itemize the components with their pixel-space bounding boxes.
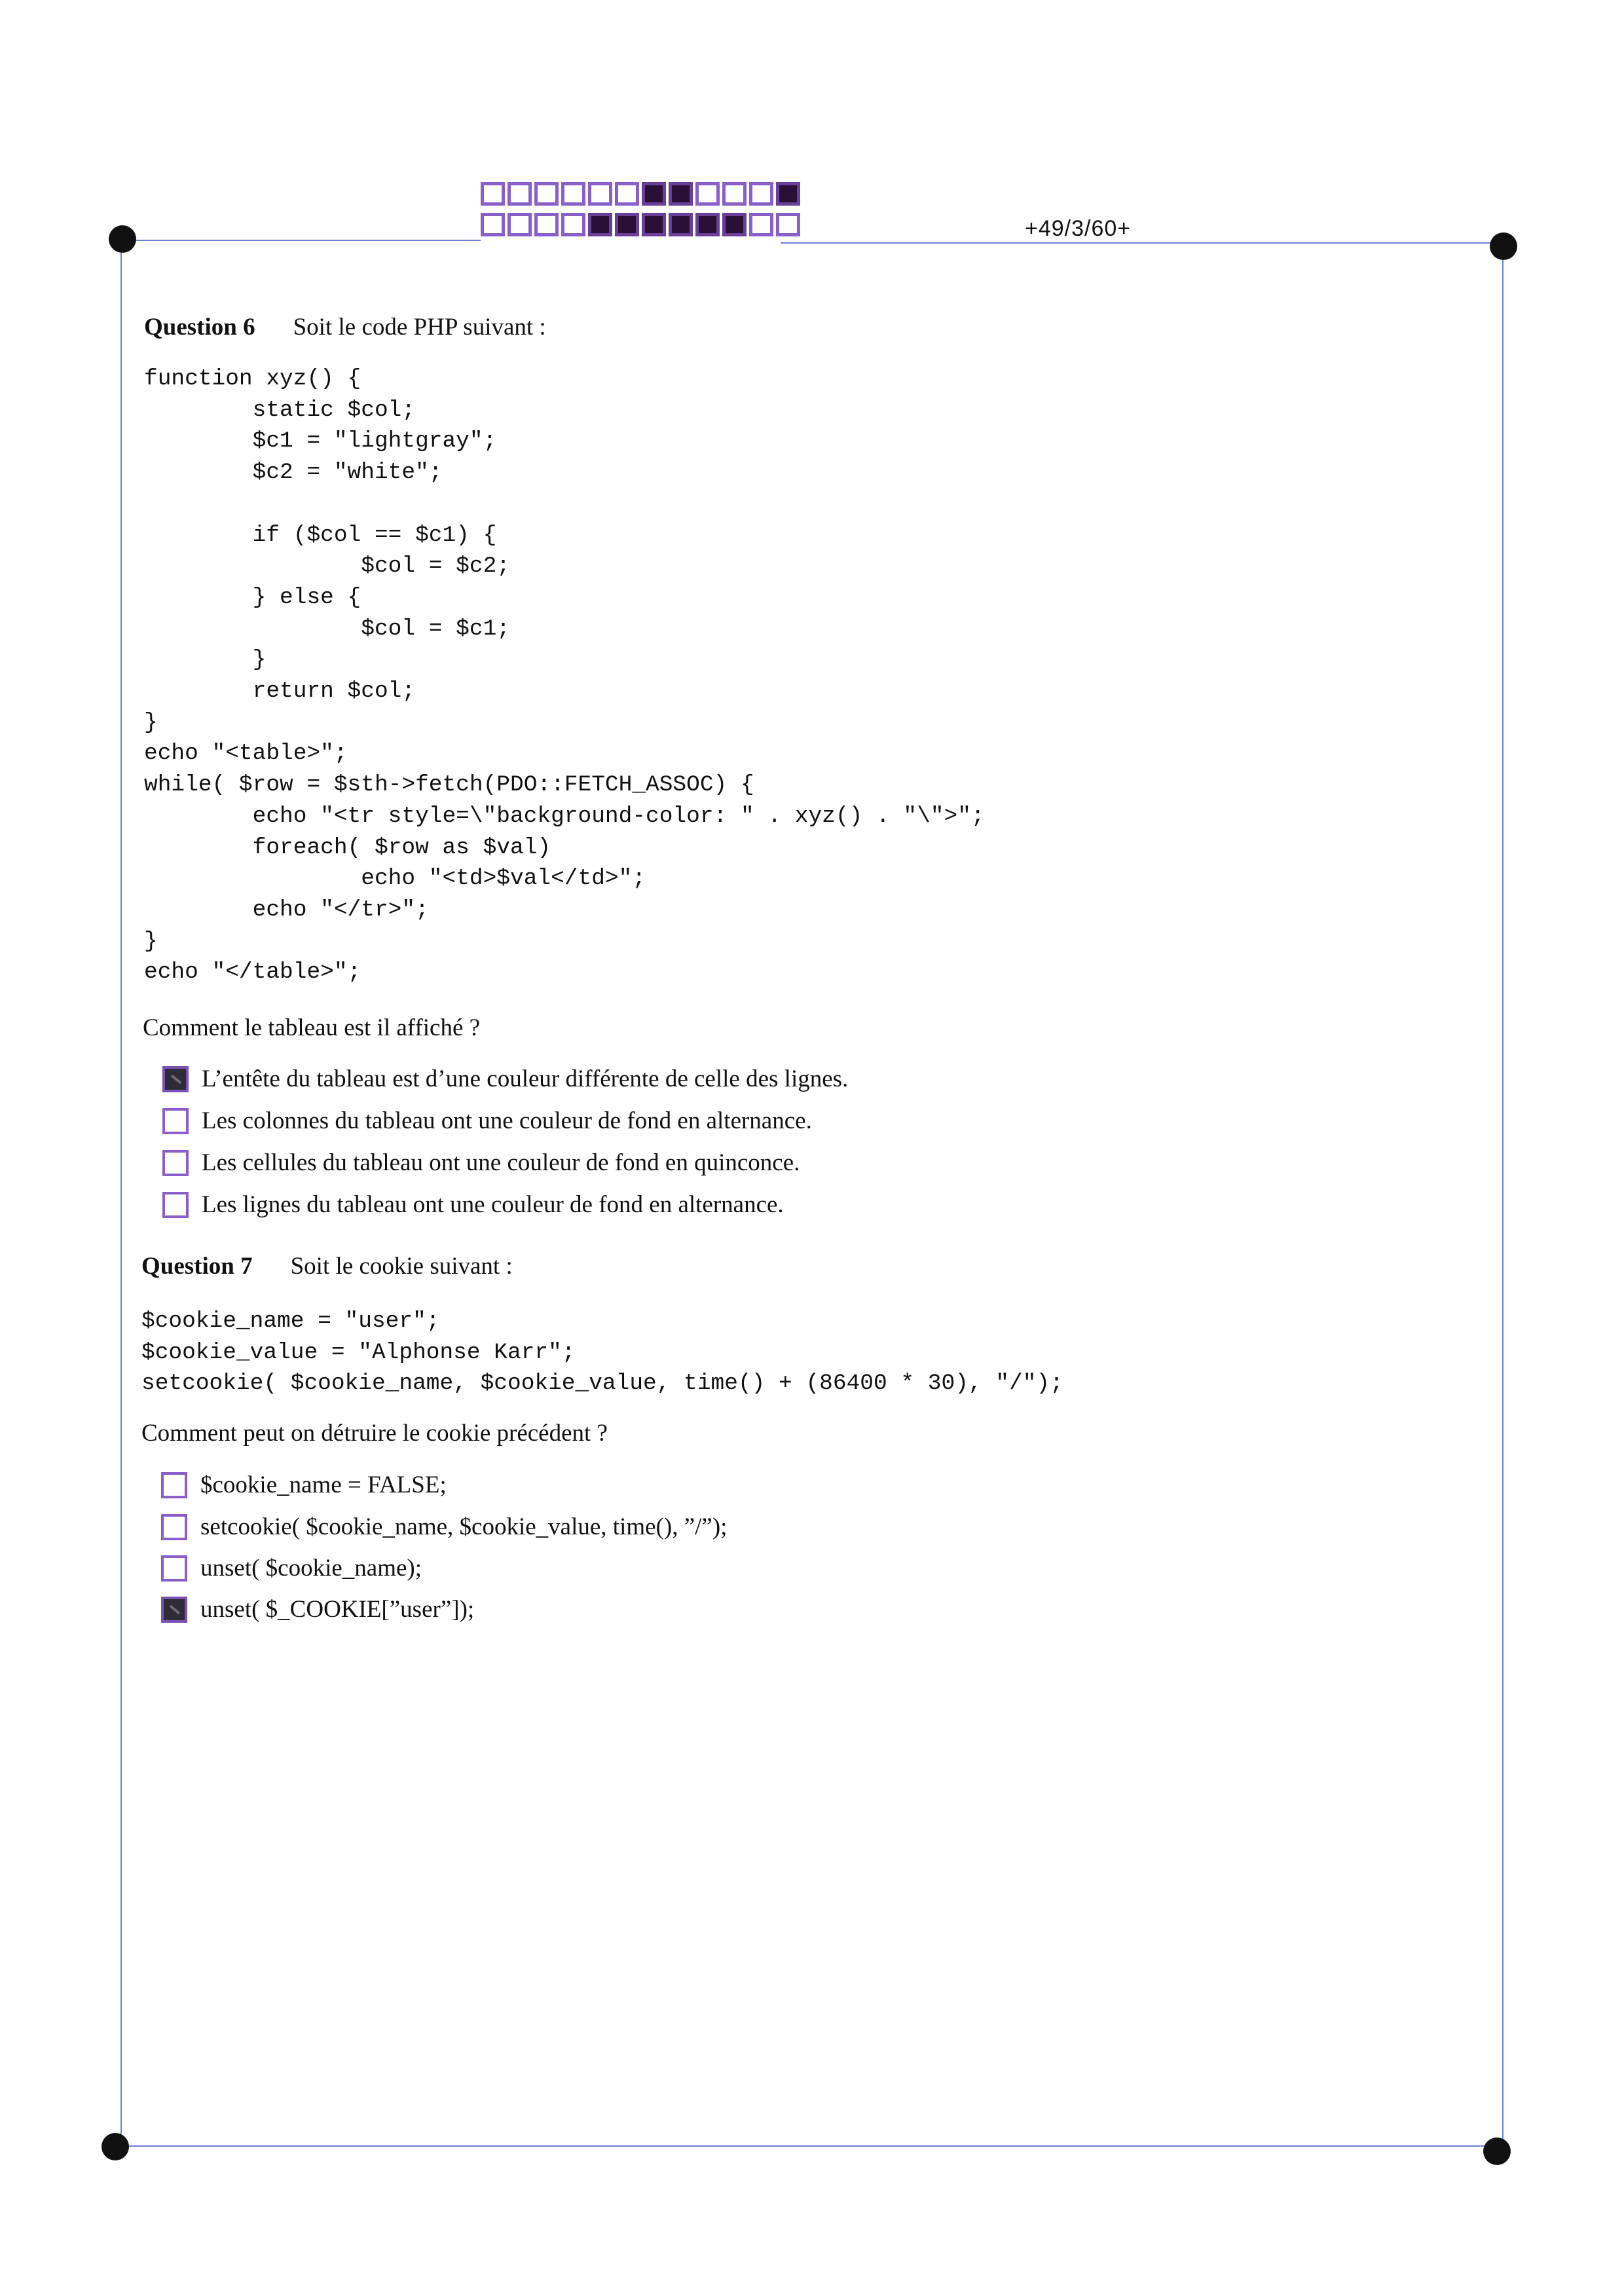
answer-label: Les colonnes du tableau ont une couleur de fond en alternance. — [202, 1107, 812, 1134]
page-identifier: +49/3/60+ — [1025, 216, 1132, 241]
barcode-cell — [749, 213, 773, 236]
barcode-cell — [507, 182, 532, 206]
barcode-cell — [749, 182, 773, 206]
question-6-answer-4[interactable] — [162, 1191, 784, 1219]
barcode-cell — [722, 213, 747, 236]
corner-marker-bottom-left — [101, 2133, 129, 2160]
barcode-row-1 — [481, 182, 800, 206]
answer-label: unset( $_COOKIE[”user”]); — [200, 1596, 475, 1623]
question-6-prompt: Comment le tableau est il affiché ? — [143, 1014, 481, 1041]
barcode-cell — [669, 213, 693, 236]
question-7-heading — [141, 1252, 513, 1280]
question-6-answer-2[interactable] — [162, 1107, 812, 1135]
corner-marker-bottom-right — [1483, 2138, 1511, 2165]
answer-label: $cookie_name = FALSE; — [200, 1472, 447, 1498]
question-7-prompt: Comment peut on détruire le cookie précédent ? — [141, 1420, 608, 1447]
answer-checkbox[interactable] — [161, 1597, 187, 1623]
barcode-cell — [507, 213, 532, 236]
barcode-cell — [588, 213, 612, 236]
corner-marker-top-left — [109, 225, 136, 253]
question-6-number: Question 6 — [144, 314, 255, 341]
frame-right-line — [1502, 246, 1504, 2147]
barcode-cell — [588, 182, 612, 206]
frame-top-line-left — [123, 240, 481, 241]
answer-checkbox[interactable] — [162, 1108, 189, 1134]
question-6-code-block: function xyz() { static $col; $c1 = "lightgray"; $c2 = "white"; if ($col == $c1) { $col = $c2; } else { $col = $c1; } return $col; } echo "<table>"; while( $row = $sth->fetch(PDO::FETCH_ASSOC) { echo "<tr style=\"background-color: " . xyz() . "\">"; foreach( $row as $val) echo "<td>$val</td>"; echo "</tr>"; } echo "</table>"; — [144, 366, 985, 986]
question-6-title: Soit le code PHP suivant : — [293, 314, 546, 341]
frame-bottom-line — [115, 2145, 1496, 2147]
barcode-cell — [534, 182, 559, 206]
barcode-cell — [615, 182, 639, 206]
frame-left-line — [120, 242, 122, 2141]
frame-top-line-right — [781, 242, 1501, 244]
question-6-heading — [144, 313, 546, 341]
question-7-answer-1[interactable] — [161, 1471, 447, 1499]
corner-marker-top-right — [1490, 232, 1517, 260]
barcode-cell — [776, 213, 800, 236]
answer-label: setcookie( $cookie_name, $cookie_value, time(), ”/”); — [200, 1513, 728, 1540]
answer-checkbox[interactable] — [162, 1150, 189, 1176]
barcode-cell — [776, 182, 800, 206]
question-7-number: Question 7 — [141, 1253, 253, 1280]
question-7-title: Soit le cookie suivant : — [290, 1253, 513, 1280]
barcode-row-2 — [481, 213, 800, 236]
question-6-answer-1[interactable] — [162, 1065, 848, 1093]
barcode-cell — [481, 182, 505, 206]
question-7-answer-4[interactable] — [161, 1595, 474, 1623]
barcode-cell — [481, 213, 505, 236]
answer-checkbox[interactable] — [162, 1192, 189, 1218]
barcode-cell — [669, 182, 693, 206]
question-7-answer-2[interactable] — [161, 1513, 727, 1541]
answer-label: Les lignes du tableau ont une couleur de fond en alternance. — [202, 1191, 784, 1218]
answer-checkbox[interactable] — [162, 1066, 189, 1092]
barcode-cell — [534, 213, 559, 236]
answer-label: unset( $cookie_name); — [200, 1555, 422, 1582]
answer-checkbox[interactable] — [161, 1472, 187, 1498]
answer-label: L’entête du tableau est d’une couleur différente de celle des lignes. — [202, 1065, 849, 1092]
question-6-answer-3[interactable] — [162, 1149, 800, 1177]
question-7-code-block: $cookie_name = "user"; $cookie_value = "Alphonse Karr"; setcookie( $cookie_name, $cookie_value, time() + (86400 * 30), "/"); — [141, 1308, 1063, 1397]
answer-checkbox[interactable] — [161, 1555, 187, 1582]
answer-checkbox[interactable] — [161, 1514, 187, 1540]
barcode-cell — [561, 213, 585, 236]
barcode-cell — [722, 182, 747, 206]
answer-label: Les cellules du tableau ont une couleur de fond en quinconce. — [202, 1149, 800, 1176]
barcode-cell — [695, 182, 720, 206]
question-7-answer-3[interactable] — [161, 1554, 422, 1582]
barcode-cell — [561, 182, 585, 206]
barcode-cell — [615, 213, 639, 236]
barcode-cell — [695, 213, 720, 236]
barcode-cell — [642, 182, 666, 206]
barcode-cell — [642, 213, 666, 236]
